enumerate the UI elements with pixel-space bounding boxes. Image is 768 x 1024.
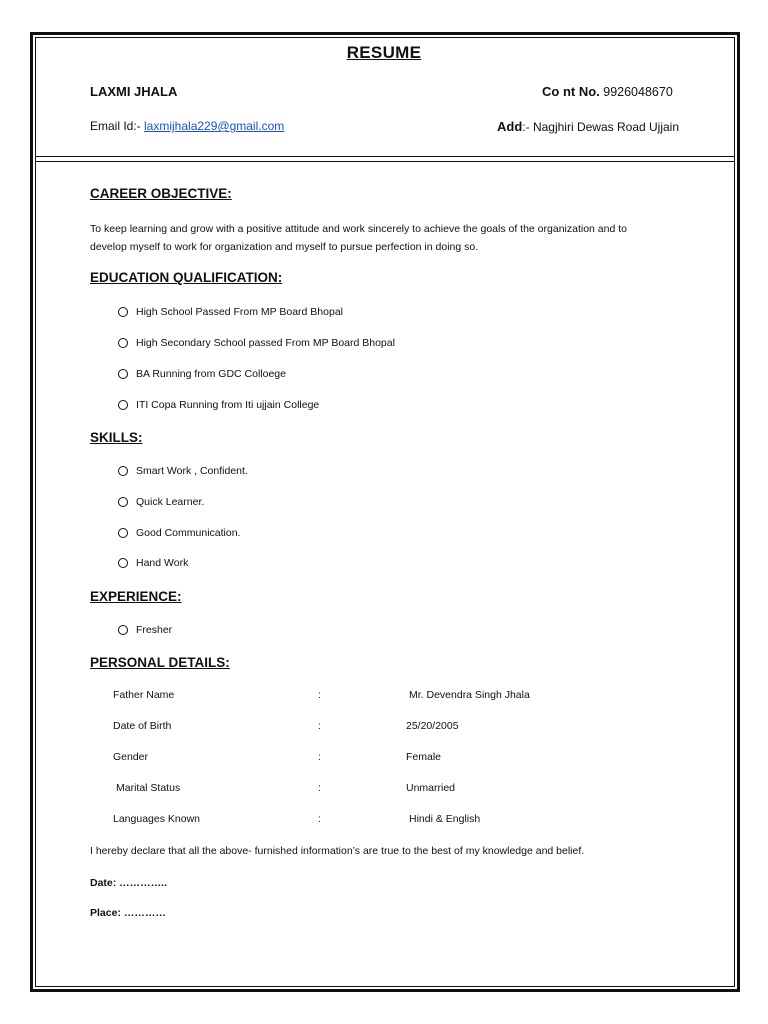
header-divider-bottom [35,161,735,162]
personal-separator: : [318,751,321,763]
header-divider-top [35,156,735,157]
education-item-text: High School Passed From MP Board Bhopal [136,306,343,318]
personal-label: Marital Status [116,782,181,794]
contact-number [542,84,673,99]
personal-label: Date of Birth [113,720,172,732]
address-label: Add [497,119,523,134]
skill-item [118,496,204,508]
place-field: Place: ………… [90,907,166,919]
experience-item-text: Fresher [136,624,173,636]
education-item [118,306,343,318]
education-heading: EDUCATION QUALIFICATION: [90,270,283,285]
address-sep: :- [522,120,533,134]
education-item-text: BA Running from GDC Colloege [136,368,286,380]
personal-separator: : [318,689,321,701]
bullet-circle-icon [118,528,128,538]
skill-item [118,465,248,477]
bullet-circle-icon [118,307,128,317]
personal-label: Languages Known [113,813,200,825]
bullet-circle-icon [118,466,128,476]
date-field: Date: ………….. [90,877,168,889]
bullet-circle-icon [118,369,128,379]
personal-value: 25/20/2005 [406,720,459,732]
declaration-text: I hereby declare that all the above- furnished information’s are true to the best of my knowledge and belief. [90,845,585,857]
education-item-text: High Secondary School passed From MP Board Bhopal [136,337,395,349]
career-heading: CAREER OBJECTIVE: [90,186,232,201]
personal-separator: : [318,782,321,794]
skill-item-text: Smart Work , Confident. [136,465,248,477]
personal-value: Mr. Devendra Singh Jhala [409,689,530,701]
bullet-circle-icon [118,558,128,568]
career-objective-text [90,220,700,256]
personal-heading: PERSONAL DETAILS: [90,655,230,670]
personal-separator: : [318,813,321,825]
candidate-name: LAXMI JHALA [90,84,178,99]
career-line-1: To keep learning and grow with a positive attitude and work sincerely to achieve the goals of the organization and to [90,223,627,235]
bullet-circle-icon [118,400,128,410]
address-line [497,119,679,134]
career-line-2: develop myself to work for organization and myself to pursue perfection in doing so. [90,241,479,253]
resume-title: RESUME [346,43,422,62]
skill-item [118,527,240,539]
address-value: Nagjhiri Dewas Road Ujjain [532,120,680,134]
skill-item-text: Quick Learner. [136,496,205,508]
personal-value: Unmarried [406,782,456,794]
skill-item-text: Hand Work [136,557,189,569]
personal-label: Father Name [113,689,175,701]
bullet-circle-icon [118,625,128,635]
bullet-circle-icon [118,497,128,507]
personal-separator: : [318,720,321,732]
experience-heading: EXPERIENCE: [90,589,182,604]
education-item-text: ITI Copa Running from Iti ujjain College [136,399,320,411]
email-label: Email Id:- [90,119,145,133]
experience-item [118,624,172,636]
contact-label: Co nt No. [542,84,600,99]
personal-label: Gender [113,751,149,763]
skill-item [118,557,188,569]
contact-value: 9926048670 [603,85,673,99]
education-item [118,399,319,411]
personal-value: Hindi & English [409,813,481,825]
skill-item-text: Good Communication. [136,527,241,539]
education-item [118,337,395,349]
personal-value: Female [406,751,442,763]
email-line [90,119,284,133]
bullet-circle-icon [118,338,128,348]
email-link[interactable]: laxmijhala229@gmail.com [144,119,285,133]
education-item [118,368,286,380]
skills-heading: SKILLS: [90,430,143,445]
